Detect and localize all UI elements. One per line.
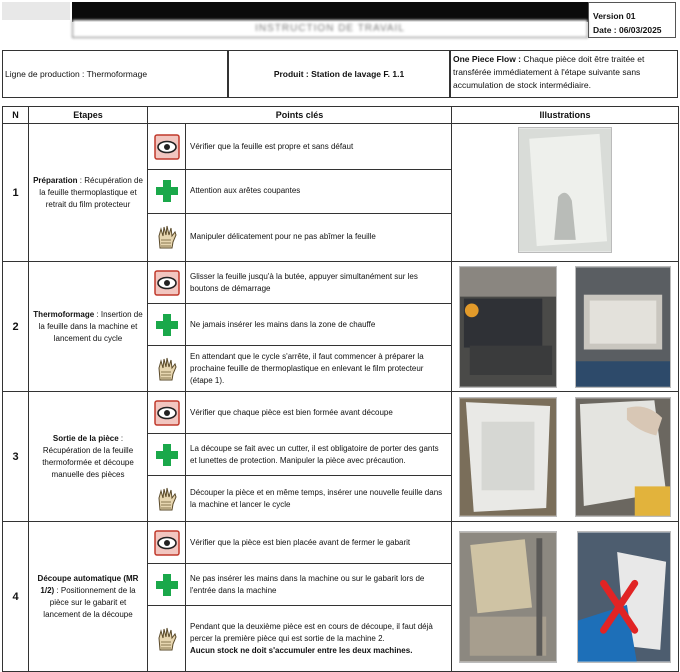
- cross-icon: [154, 178, 180, 204]
- header-left-blank: [2, 2, 70, 20]
- illustration-cell: [452, 522, 679, 672]
- one-piece-flow-text: Chaque pièce doit être traitée et transférée immédiatement à l'étape suivante sans accumulation de stock intermédiaire.: [453, 54, 645, 90]
- key-point-icon-cell: [148, 392, 186, 434]
- illustration-photo-formed-sheet: [459, 397, 557, 517]
- key-point-text: En attendant que le cycle s'arrête, il faut commencer à préparer la prochaine feuille de thermoplastique en enlevant le film protecteur (étape 1).: [186, 346, 452, 392]
- one-piece-flow-title: One Piece Flow :: [453, 54, 522, 64]
- table-row: [3, 392, 679, 434]
- key-point-icon-cell: [148, 213, 186, 261]
- key-point-icon-cell: [148, 304, 186, 346]
- key-point-text-main: Pendant que la deuxième pièce est en cours de découpe, il faut déjà percer la première pièce qui est sortie de la machine 2.: [190, 621, 433, 643]
- cross-icon: [154, 572, 180, 598]
- table-header-row: [3, 107, 679, 124]
- date-label: Date : 06/03/2025: [593, 25, 662, 35]
- document-header-redacted: [72, 2, 588, 22]
- glove-icon: [154, 224, 180, 250]
- cross-icon: [154, 442, 180, 468]
- illustration-cell: [452, 262, 679, 392]
- illustration-photo-manual-cutting: [575, 397, 671, 517]
- step-number: 1: [3, 124, 29, 262]
- step-description: Sortie de la pièce : Récupération de la feuille thermoformée et découpe manuelle des pièces: [29, 392, 148, 522]
- illustration-cell: [452, 124, 679, 262]
- version-box: [588, 2, 676, 38]
- glove-icon: [154, 626, 180, 652]
- eye-icon: [154, 270, 180, 296]
- column-header-n: N: [3, 107, 29, 124]
- table-row: [3, 262, 679, 304]
- step-description: Préparation : Récupération de la feuille thermoplastique et retrait du film protecteur: [29, 124, 148, 262]
- illustration-photo-thermoplastic-sheet: [518, 127, 612, 253]
- glove-icon: [154, 486, 180, 512]
- key-point-icon-cell: [148, 564, 186, 606]
- column-header-illustrations: Illustrations: [452, 107, 679, 124]
- key-point-text: Attention aux arêtes coupantes: [186, 170, 452, 214]
- illustration-photo-forbidden-stock: [577, 531, 671, 663]
- key-point-text: La découpe se fait avec un cutter, il est obligatoire de porter des gants et lunettes de protection. Manipuler la pièce avec précaution.: [186, 434, 452, 476]
- key-point-text: Vérifier que la pièce est bien placée avant de fermer le gabarit: [186, 522, 452, 564]
- step-number: 2: [3, 262, 29, 392]
- work-instruction-table: [2, 106, 679, 672]
- key-point-text: Découper la pièce et en même temps, insérer une nouvelle feuille dans la machine et lancer le cycle: [186, 476, 452, 522]
- one-piece-flow-box: [450, 50, 678, 98]
- document-subtitle: INSTRUCTION DE TRAVAIL: [72, 20, 588, 38]
- key-point-icon-cell: [148, 606, 186, 672]
- key-point-icon-cell: [148, 522, 186, 564]
- version-label: Version 01: [593, 11, 636, 21]
- key-point-text: Glisser la feuille jusqu'à la butée, appuyer simultanément sur les boutons de démarrage: [186, 262, 452, 304]
- step-description: Découpe automatique (MR 1/2) : Positionnement de la pièce sur le gabarit et lancement de la découpe: [29, 522, 148, 672]
- production-line-box: [2, 50, 228, 98]
- step-number: 3: [3, 392, 29, 522]
- column-header-points-cles: Points clés: [148, 107, 452, 124]
- glove-icon: [154, 356, 180, 382]
- key-point-text: Ne pas insérer les mains dans la machine ou sur le gabarit lors de l'entrée dans la machine: [186, 564, 452, 606]
- column-header-etapes: Etapes: [29, 107, 148, 124]
- production-line-label: Ligne de production : Thermoformage: [5, 69, 148, 79]
- key-point-text: Manipuler délicatement pour ne pas abîmer la feuille: [186, 213, 452, 261]
- table-row: [3, 124, 679, 170]
- table-row: [3, 522, 679, 564]
- key-point-icon-cell: [148, 346, 186, 392]
- eye-icon: [154, 134, 180, 160]
- key-point-text: Vérifier que chaque pièce est bien formée avant découpe: [186, 392, 452, 434]
- illustration-photo-machine-open: [459, 266, 557, 388]
- key-point-icon-cell: [148, 124, 186, 170]
- step-description: Thermoformage : Insertion de la feuille dans la machine et lancement du cycle: [29, 262, 148, 392]
- key-point-text: [186, 606, 452, 672]
- illustration-photo-machine-mold: [575, 266, 671, 388]
- eye-icon: [154, 400, 180, 426]
- key-point-text: Vérifier que la feuille est propre et sans défaut: [186, 124, 452, 170]
- product-box: [228, 50, 450, 98]
- illustration-photo-cutting-jig: [459, 531, 557, 663]
- key-point-icon-cell: [148, 262, 186, 304]
- key-point-icon-cell: [148, 476, 186, 522]
- key-point-text: Ne jamais insérer les mains dans la zone de chauffe: [186, 304, 452, 346]
- key-point-icon-cell: [148, 170, 186, 214]
- step-number: 4: [3, 522, 29, 672]
- product-label: Produit : Station de lavage F. 1.1: [273, 69, 405, 79]
- illustration-cell: [452, 392, 679, 522]
- key-point-icon-cell: [148, 434, 186, 476]
- cross-icon: [154, 312, 180, 338]
- key-point-text-emphasis: Aucun stock ne doit s'accumuler entre les deux machines.: [190, 645, 413, 655]
- eye-icon: [154, 530, 180, 556]
